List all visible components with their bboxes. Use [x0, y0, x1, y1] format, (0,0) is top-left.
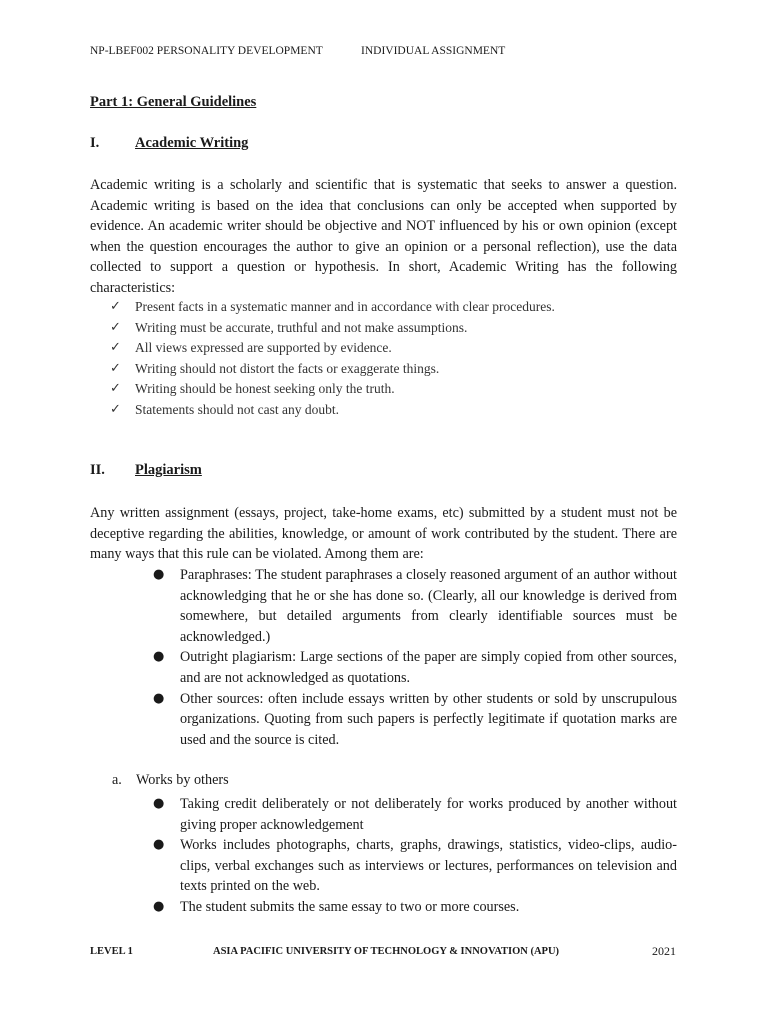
header-assignment: INDIVIDUAL ASSIGNMENT	[361, 45, 506, 57]
footer-level: LEVEL 1	[90, 946, 133, 957]
section-title: Plagiarism	[135, 462, 202, 478]
list-item: ● Taking credit deliberately or not deliberately for works produced by another without giving proper acknowledgement	[153, 796, 677, 833]
section-heading-plagiarism	[90, 462, 202, 479]
bullet-icon: ●	[153, 898, 165, 914]
checkmark-icon: ✓	[110, 340, 121, 356]
checkmark-icon: ✓	[110, 360, 121, 376]
checklist-item: ✓ Writing should not distort the facts or exaggerate things.	[110, 359, 670, 380]
checklist-item: ✓ Writing must be accurate, truthful and not make assumptions.	[110, 318, 670, 339]
bullet-icon: ●	[153, 690, 165, 706]
list-item: ● Outright plagiarism: Large sections of the paper are simply copied from other sources, and are not acknowledged as quotations.	[153, 649, 677, 686]
plagiarism-bullet-list	[150, 565, 677, 750]
checkmark-icon: ✓	[110, 401, 121, 417]
bullet-icon: ●	[153, 796, 165, 811]
characteristics-checklist	[110, 297, 670, 421]
academic-writing-paragraph: Academic writing is a scholarly and scientific that is systematic that seeks to answer a question. Academic writing is based on the idea that conclusions can only be accepted when supported by evidence. An academic writer should be objective and NOT influenced by his or own opinion (except when the question encourages the author to give an opinion or a personal reflection), use the data collected to support a question or hypothesis. In short, Academic Writing has the following characteristics:	[90, 177, 677, 296]
plagiarism-paragraph: Any written assignment (essays, project, take-home exams, etc) submitted by a student must not be deceptive regarding the abilities, knowledge, or amount of work contributed by the student. There are many ways that this rule can be violated. Among them are:	[90, 505, 677, 563]
checkmark-icon: ✓	[110, 299, 121, 314]
list-item: ● Paraphrases: The student paraphrases a closely reasoned argument of an author without acknowledging that he or she has done so. (Clearly, all our knowledge is derived from somewhere, but detailed arguments from clearly identifiable sources must be acknowledged.)	[153, 567, 677, 645]
subsection-title: Works by others	[136, 772, 229, 788]
works-by-others-list	[150, 794, 677, 918]
bullet-icon: ●	[153, 837, 165, 853]
part-title: Part 1: General Guidelines	[90, 94, 257, 110]
checklist-item: ✓ Statements should not cast any doubt.	[110, 400, 670, 421]
list-item: ● Other sources: often include essays written by other students or sold by unscrupulous organizations. Quoting from such papers is perfectly legitimate if quotation marks are used and the source is cited.	[153, 690, 677, 748]
section-number: II.	[90, 462, 105, 478]
checklist-item: ✓ Writing should be honest seeking only the truth.	[110, 379, 670, 400]
subsection-heading	[112, 772, 229, 789]
section-number: I.	[90, 135, 100, 151]
section-heading-academic-writing	[90, 135, 248, 152]
footer-university: ASIA PACIFIC UNIVERSITY OF TECHNOLOGY & INNOVATION (APU)	[213, 946, 560, 957]
checkmark-icon: ✓	[110, 381, 121, 397]
list-item: ● The student submits the same essay to two or more courses.	[150, 897, 677, 918]
header-course: NP-LBEF002 PERSONALITY DEVELOPMENT	[90, 45, 323, 57]
bullet-icon: ●	[153, 567, 165, 582]
subsection-letter: a.	[112, 772, 122, 788]
section-title: Academic Writing	[135, 135, 249, 151]
footer-year: 2021	[652, 944, 676, 958]
checklist-item: ✓ All views expressed are supported by evidence.	[110, 338, 670, 359]
bullet-icon: ●	[153, 649, 165, 665]
checklist-item: ✓ Present facts in a systematic manner and in accordance with clear procedures.	[110, 297, 670, 318]
list-item: ● Works includes photographs, charts, graphs, drawings, statistics, video-clips, audio-clips, verbal exchanges such as interviews or lectures, performances on television and texts printed on the web.	[153, 837, 677, 895]
checkmark-icon: ✓	[110, 319, 121, 335]
